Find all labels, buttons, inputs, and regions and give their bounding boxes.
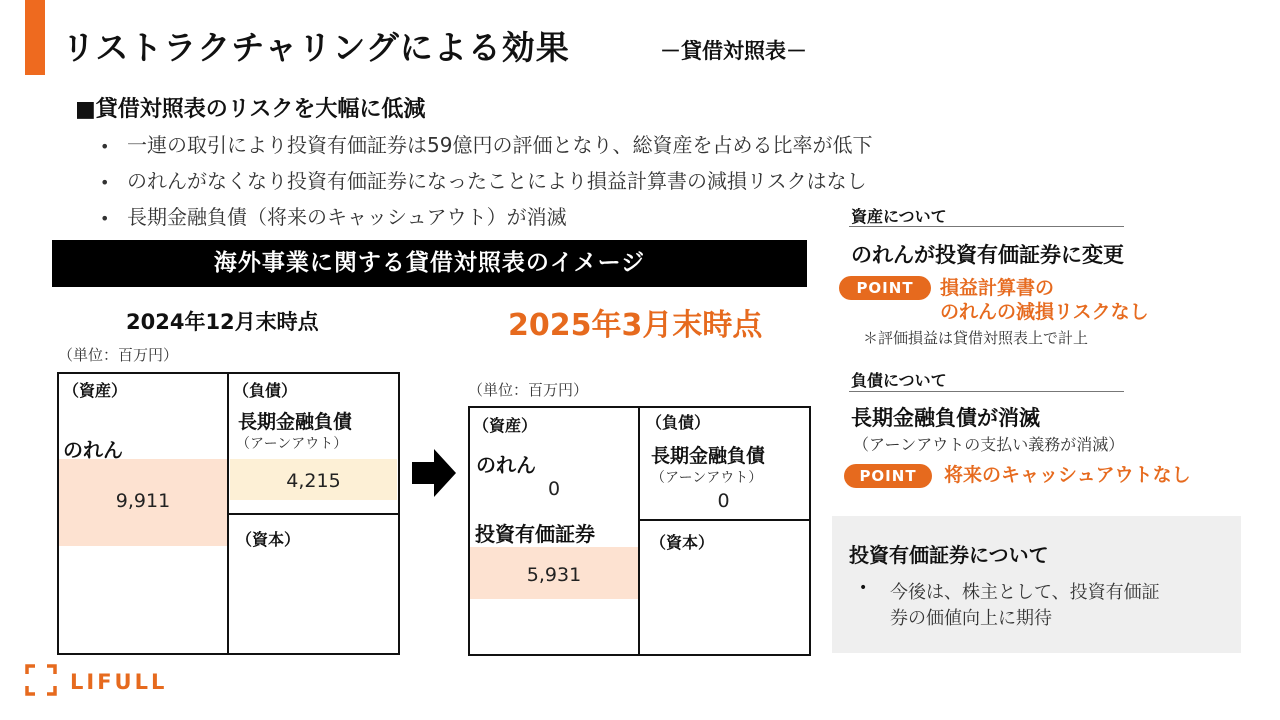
lifull-logo-icon [25,664,57,696]
after-goodwill-label: のれん [476,453,536,477]
before-date: 2024年12月末時点 [126,310,319,334]
page-title: リストラクチャリングによる効果 [62,28,570,67]
bullet-item: • 一連の取引により投資有価証券は59億円の評価となり、総資産を占める比率が低下 [100,128,872,164]
liabilities-section-title: 負債について [851,371,947,390]
before-divider-horizontal [229,513,398,515]
point-badge: POINT [839,276,931,300]
liabilities-headline: 長期金融負債が消滅 [851,406,1040,430]
assets-footnote: ＊評価損益は貸借対照表上で計上 [863,329,1089,347]
before-ltfl-value: 4,215 [286,470,341,492]
after-securities-label: 投資有価証券 [475,522,595,546]
page-subtitle: －貸借対照表－ [660,39,807,63]
before-unit: （単位：百万円） [58,346,179,364]
after-goodwill-value: 0 [547,478,561,500]
before-ltfl-label: 長期金融負債 [238,411,353,433]
before-assets-label: （資産） [63,381,128,400]
securities-bullet-line1: 今後は、株主として、投資有価証 [890,582,1160,603]
before-equity-label: （資本） [236,530,301,549]
liabilities-point: 将来のキャッシュアウトなし [944,464,1191,486]
after-divider-horizontal [640,519,809,521]
diagram-banner: 海外事業に関する貸借対照表のイメージ [52,240,807,287]
after-assets-label: （資産） [473,416,538,435]
before-goodwill-value: 9,911 [115,490,171,512]
bullet-item: • のれんがなくなり投資有価証券になったことにより損益計算書の減損リスクはなし [100,164,872,200]
securities-bullet-line2: 券の価値向上に期待 [890,608,1052,629]
arrow-right-icon [412,449,456,497]
accent-bar [25,0,45,75]
assets-headline: のれんが投資有価証券に変更 [851,243,1124,267]
bullet-icon: • [859,580,868,596]
liabilities-sub: （アーンアウトの支払い義務が消滅） [853,435,1125,454]
assets-point-line1: 損益計算書の [940,277,1055,299]
assets-section-title: 資産について [851,207,947,226]
after-equity-label: （資本） [650,533,715,552]
after-liabilities-label: （負債） [646,413,711,432]
after-earnout-label: （アーンアウト） [651,470,763,486]
after-securities-value: 5,931 [526,564,582,586]
after-ltfl-value: 0 [717,490,730,512]
liabilities-section-rule [849,391,1124,392]
before-goodwill-label: のれん [63,438,123,462]
bullet-item: • 長期金融負債（将来のキャッシュアウト）が消滅 [100,200,872,236]
before-liabilities-label: （負債） [233,381,298,400]
after-divider-vertical [638,408,640,654]
logo-text: LIFULL [70,670,168,694]
summary-heading: ■貸借対照表のリスクを大幅に低減 [75,97,426,122]
assets-section-rule [849,226,1124,227]
before-earnout-label: （アーンアウト） [236,436,348,452]
point-badge: POINT [844,464,932,488]
securities-heading: 投資有価証券について [849,543,1049,567]
after-date: 2025年3月末時点 [508,308,763,343]
summary-bullets [100,128,872,236]
after-unit: （単位：百万円） [468,381,589,399]
after-ltfl-label: 長期金融負債 [651,445,766,467]
assets-point-line2: のれんの減損リスクなし [940,301,1149,323]
